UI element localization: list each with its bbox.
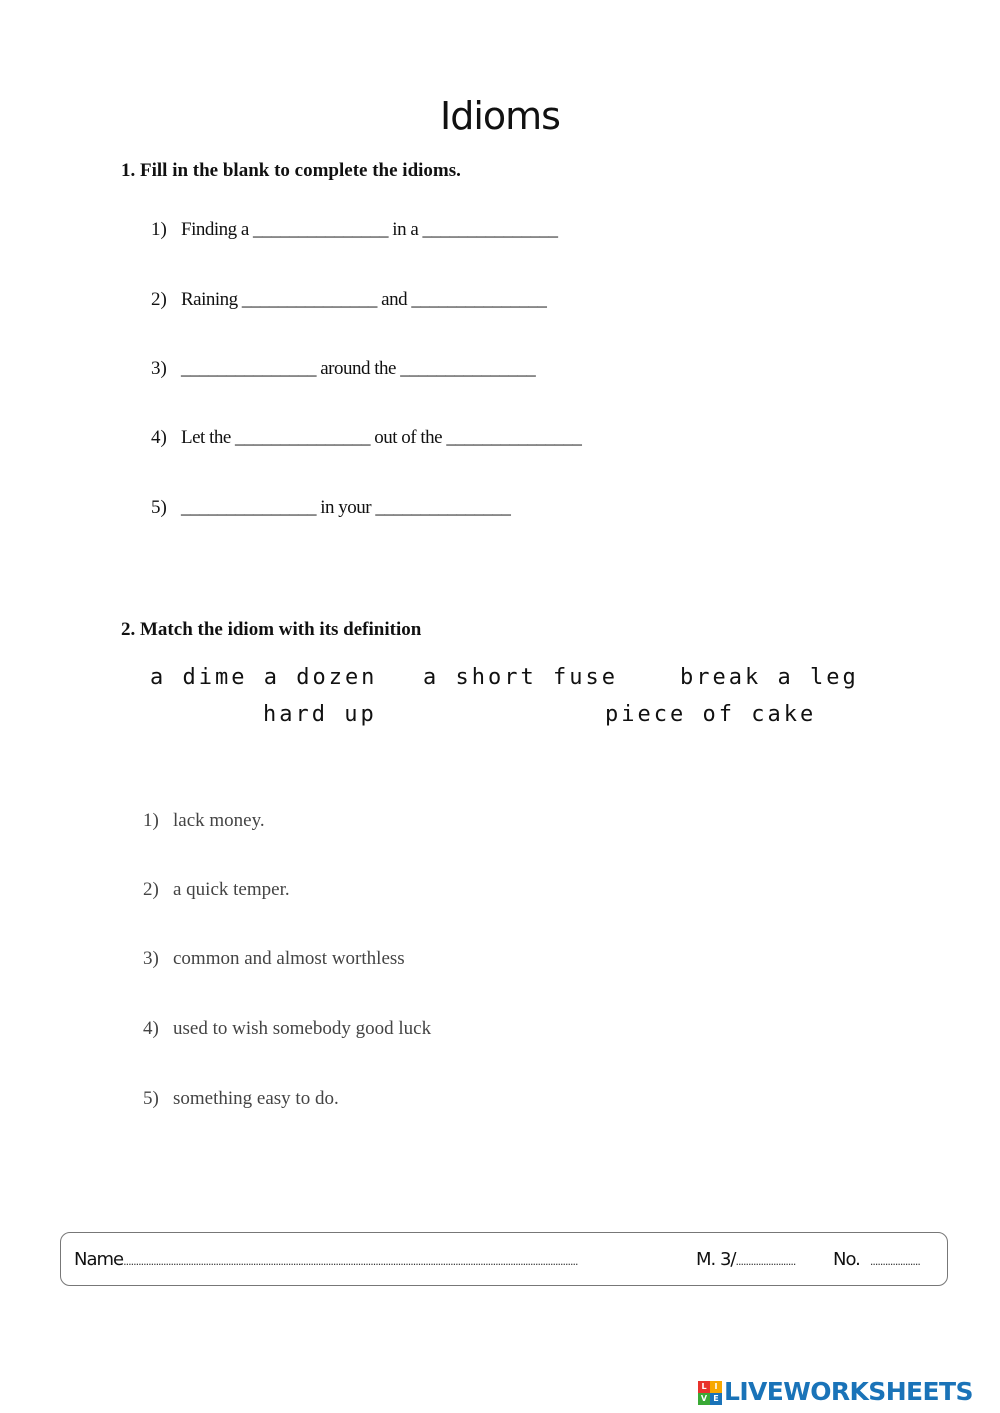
word-bank-item[interactable]: a short fuse — [423, 665, 618, 690]
logo-tile: L — [698, 1381, 710, 1393]
liveworksheets-logo-icon — [698, 1381, 722, 1405]
class-line[interactable]: ........................ — [735, 1255, 796, 1268]
fill-text[interactable]: Raining _______________ and _______________ — [181, 289, 547, 310]
item-number: 4) — [143, 1018, 159, 1039]
class-field[interactable] — [696, 1249, 795, 1270]
name-line[interactable]: ...................................................................................................................................................................................... — [123, 1255, 578, 1268]
logo-tile: E — [710, 1393, 722, 1405]
fill-text[interactable]: Finding a _______________ in a _______________ — [181, 219, 558, 240]
name-field[interactable] — [74, 1249, 578, 1270]
fill-text[interactable]: Let the _______________ out of the _______________ — [181, 427, 582, 448]
item-number: 1) — [143, 810, 159, 831]
page-title: Idioms — [440, 94, 560, 138]
definition-item[interactable] — [143, 948, 405, 970]
logo-tile: V — [698, 1393, 710, 1405]
fill-text[interactable]: _______________ around the _______________ — [181, 358, 536, 379]
definition-item[interactable] — [143, 810, 265, 832]
definition-item[interactable] — [143, 1018, 431, 1040]
item-number: 3) — [143, 948, 159, 969]
fill-item[interactable] — [151, 358, 535, 380]
fill-item[interactable] — [151, 497, 510, 519]
item-number: 2) — [151, 289, 167, 310]
section1-heading: 1. Fill in the blank to complete the idioms. — [121, 160, 461, 181]
section2-heading: 2. Match the idiom with its definition — [121, 619, 422, 640]
item-number: 5) — [151, 497, 167, 518]
fill-text[interactable]: _______________ in your _______________ — [181, 497, 511, 518]
fill-item[interactable] — [151, 427, 581, 449]
number-field[interactable] — [833, 1249, 920, 1270]
definition-text: used to wish somebody good luck — [173, 1018, 432, 1039]
definition-text: lack money. — [173, 810, 265, 831]
definition-item[interactable] — [143, 879, 290, 901]
name-label: Name — [74, 1249, 124, 1270]
word-bank-item[interactable]: break a leg — [680, 665, 859, 690]
definition-text: common and almost worthless — [173, 948, 405, 969]
fill-item[interactable] — [151, 289, 546, 311]
item-number: 2) — [143, 879, 159, 900]
item-number: 4) — [151, 427, 167, 448]
definition-text: something easy to do. — [173, 1088, 339, 1109]
class-label: M. 3/ — [696, 1249, 736, 1270]
item-number: 5) — [143, 1088, 159, 1109]
word-bank-item[interactable]: hard up — [263, 702, 377, 727]
item-number: 3) — [151, 358, 167, 379]
fill-item[interactable] — [151, 219, 558, 241]
word-bank-item[interactable]: piece of cake — [605, 702, 817, 727]
item-number: 1) — [151, 219, 167, 240]
definition-item[interactable] — [143, 1088, 339, 1110]
liveworksheets-logo-text: LIVEWORKSHEETS — [724, 1377, 973, 1406]
logo-tile: I — [710, 1381, 722, 1393]
number-label: No. — [833, 1249, 860, 1270]
definition-text: a quick temper. — [173, 879, 290, 900]
number-line[interactable]: .................... — [869, 1255, 920, 1268]
word-bank-item[interactable]: a dime a dozen — [150, 665, 378, 690]
